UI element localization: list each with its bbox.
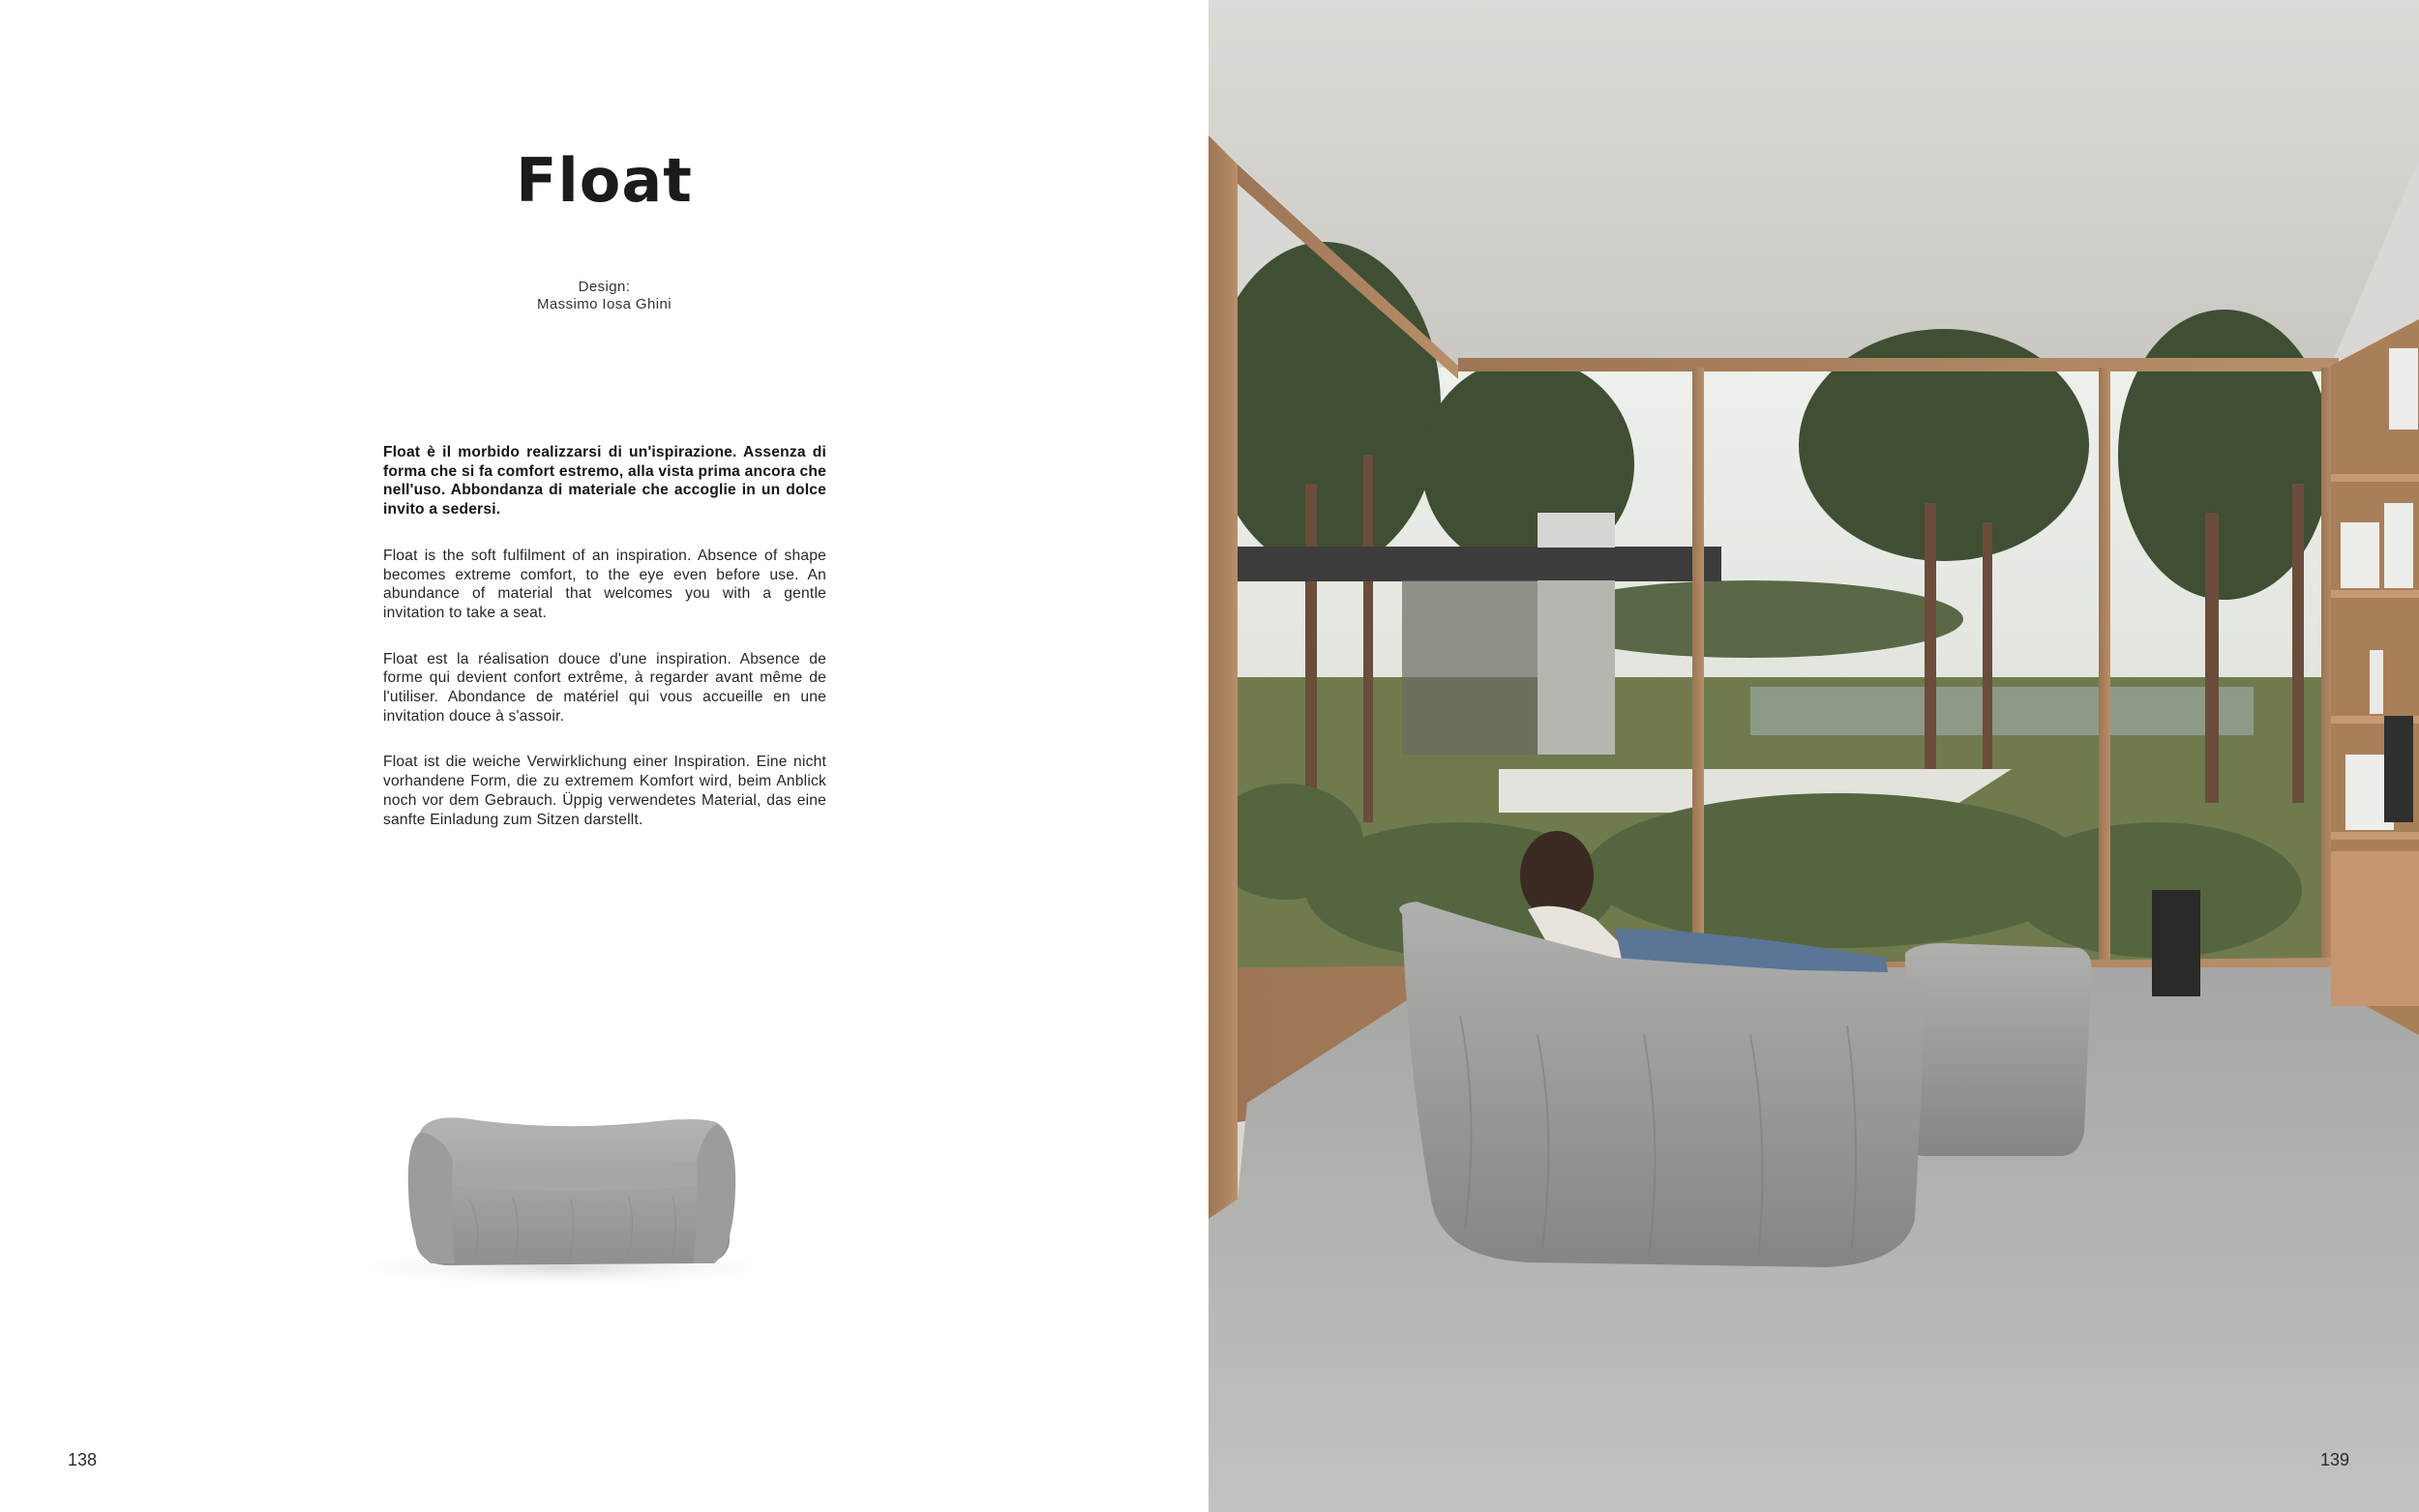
pond: [1750, 687, 2254, 735]
paragraph-english: Float is the soft fulfilment of an inspiration. Absence of shape becomes extreme comfort, to the eye even before use. An abundance of material that welcomes you with a gentle invitation to take a seat.: [383, 547, 826, 621]
sofa-product-image: [261, 1074, 842, 1364]
interior-photo: [1209, 0, 2419, 1512]
paragraph-german: Float ist die weiche Verwirklichung einer Inspiration. Eine nicht vorhandene Form, die zu extremem Komfort wird, beim Anblick noch vor dem Gebrauch. Üppig verwendetes Material, das eine sanfte Einladung zum Sitzen darstellt.: [383, 754, 826, 828]
bookshelf-cabinet: [2331, 851, 2419, 1006]
ottoman: [1903, 943, 2092, 1156]
bookshelf: [2331, 319, 2419, 1035]
design-label: Design:: [578, 279, 631, 295]
right-page: [1209, 0, 2419, 1512]
description-block: [383, 443, 826, 856]
page-number-left: 138: [68, 1450, 98, 1469]
sofa-body: [414, 1117, 732, 1265]
side-table: [2152, 890, 2200, 996]
pavilion-wall: [1538, 580, 1615, 755]
vase-white: [2370, 650, 2383, 714]
paragraph-italian: Float è il morbido realizzarsi di un'ispirazione. Assenza di forma che si fa comfort estremo, alla vista prima ancora che nell'uso. Abbondanza di materiale che accoglie in un dolce invito a sedersi.: [383, 444, 826, 519]
page-title: Float: [516, 145, 693, 216]
designer-name: Massimo Iosa Ghini: [537, 296, 672, 312]
pavilion-roof: [1228, 547, 1721, 581]
pavilion-glass: [1402, 580, 1538, 755]
vase-black: [2384, 716, 2413, 822]
design-credit: [0, 279, 1209, 313]
sofa-left-arm: [408, 1132, 455, 1263]
pavilion-chimney: [1538, 513, 1615, 548]
paragraph-french: Float est la réalisation douce d'une inspiration. Absence de forme qui devient confort extrême, à regarder avant même de l'utiliser. Abondance de matériel qui vous accueille en une invitation douce à s'assoir.: [383, 650, 826, 725]
left-page: [0, 0, 1209, 1512]
page-number-right: 139: [2320, 1450, 2350, 1469]
